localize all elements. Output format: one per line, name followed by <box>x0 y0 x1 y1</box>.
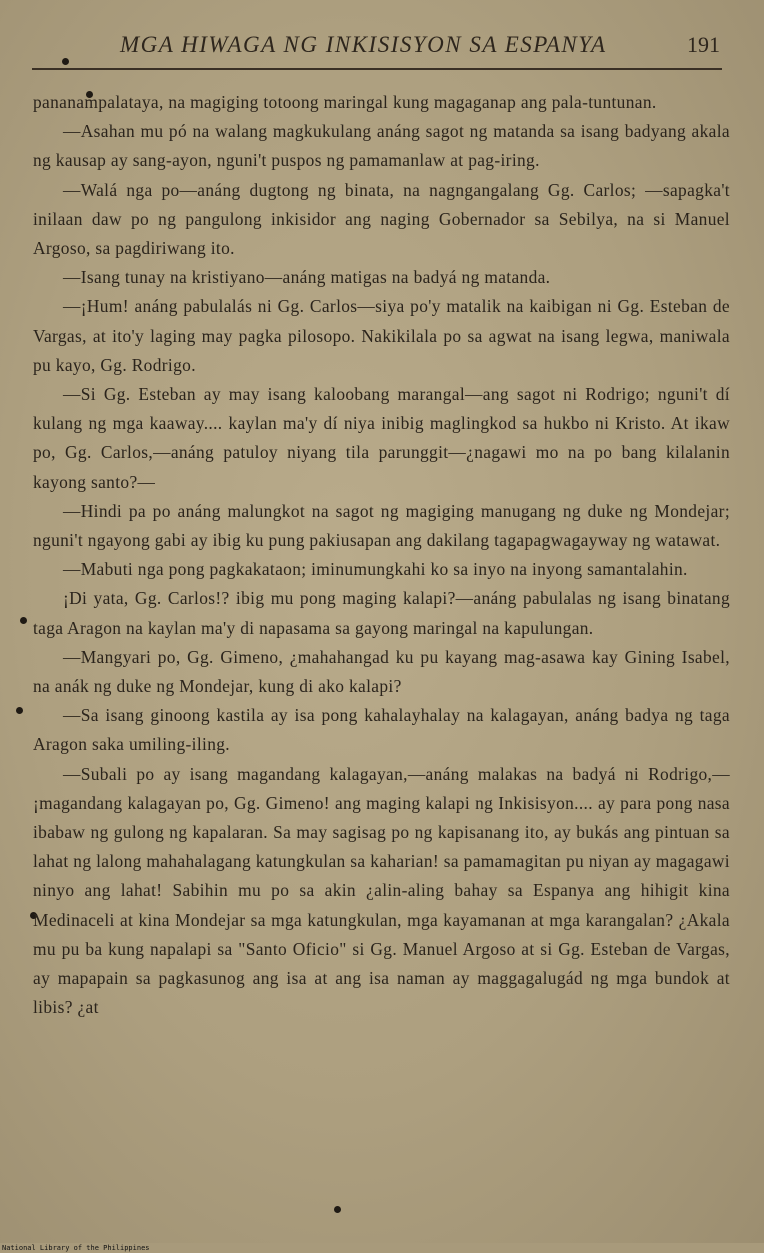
paragraph: ¡Di yata, Gg. Carlos!? ibig mu pong maging kalapi?—anáng pabulalas ng isang binatang taga Aragon na kaylan ma'y di napasama sa gayong maringal na kapulungan. <box>33 588 730 638</box>
margin-dot <box>62 58 69 65</box>
scan-source-caption: National Library of the Philippines <box>2 1244 150 1252</box>
paragraph: —Subali po ay isang magandang kalagayan,—anáng malakas na badyá ni Rodrigo,—¡magandang kalagayan po, Gg. Gimeno! ang maging kalapi ng Inkisisyon.... ay para pong nasa ibabaw ng gulong ng kapalaran. Sa may sagisag po ng kapisanang ito, ay bukás ang pintuan sa lahat ng lalong mahahalagang katungkulan sa kaharian! sa pamamagitan pu niyan ay magagawi ninyo ang lahat! Sabihin mu po sa akin ¿alin-aling bahay sa Espanya ang hihigit kina Medinaceli at kina Mondejar sa mga katungkulan, mga kayamanan at mga karangalan? ¿Akala mu pu ba kung napalapi sa "Santo Oficio" si Gg. Manuel Argoso at si Gg. Esteban de Vargas, ay mapapain sa pagkasunog ang isa at ang isa naman ay maggagalugád ng mga bundok at libis? ¿at <box>33 763 730 1018</box>
paragraph: —Walá nga po—anáng dugtong ng binata, na nagngangalang Gg. Carlos; —sapagka't inilaan daw po ng pangulong inkisidor ang naging Gobernador sa Sebilya, na si Manuel Argoso, sa pagdiriwang ito. <box>33 179 730 259</box>
paragraph: —Sa isang ginoong kastila ay isa pong kahalayhalay na kalagayan, anáng badya ng taga Aragon saka umiling-iling. <box>33 705 730 755</box>
page-number: 191 <box>687 32 720 57</box>
paragraph: —Isang tunay na kristiyano—anáng matigas na badyá ng matanda. <box>63 267 551 288</box>
paragraph: —Mangyari po, Gg. Gimeno, ¿mahahangad ku pu kayang mag-asawa kay Gining Isabel, na anák ng duke ng Mondejar, kung di ako kalapi? <box>33 646 730 697</box>
running-title: MGA HIWAGA NG INKISISYON SA ESPANYA <box>120 32 607 57</box>
paragraph: —Asahan mu pó na walang magkukulang anáng sagot ng matanda sa isang badyang akala ng kausap ay sang-ayon, nguni't puspos ng pamamanlaw at pag-iring. <box>33 121 730 171</box>
paragraph: —Mabuti nga pong pagkakataon; iminumungkahi ko sa inyo na inyong samantalahin. <box>63 559 688 580</box>
margin-dot <box>20 617 27 624</box>
margin-dot <box>16 707 23 714</box>
page-header <box>120 32 720 62</box>
header-rule <box>32 68 722 70</box>
paragraph: —Hindi pa po anáng malungkot na sagot ng magiging manugang ng duke ng Mondejar; nguni't ngayong gabi ay ibig ku pung pakiusapan ang dakilang tagapagwagayway ng watawat. <box>33 500 730 551</box>
paragraph: —¡Hum! anáng pabulalás ni Gg. Carlos—siya po'y matalik na kaibigan ni Gg. Esteban de Vargas, at ito'y laging may pagka pilosopo. Nakikilala po sa agwat na isang legwa, maniwala pu kayo, Gg. Rodrigo. <box>33 296 730 375</box>
paragraph: pananampalataya, na magiging totoong maringal kung magaganap ang pala-tuntunan. <box>33 92 657 112</box>
margin-dot <box>334 1206 341 1213</box>
body-text <box>33 88 730 1023</box>
paragraph: —Si Gg. Esteban ay may isang kaloobang marangal—ang sagot ni Rodrigo; nguni't dí kulang ng mga kaaway.... kaylan ma'y dí niya inibig maglingkod sa hukbo ni Kristo. At ikaw po, Gg. Carlos,—anáng patuloy niyang tila parunggit—¿nagawi mo na po bang kilalanin kayong santo?— <box>33 384 730 492</box>
